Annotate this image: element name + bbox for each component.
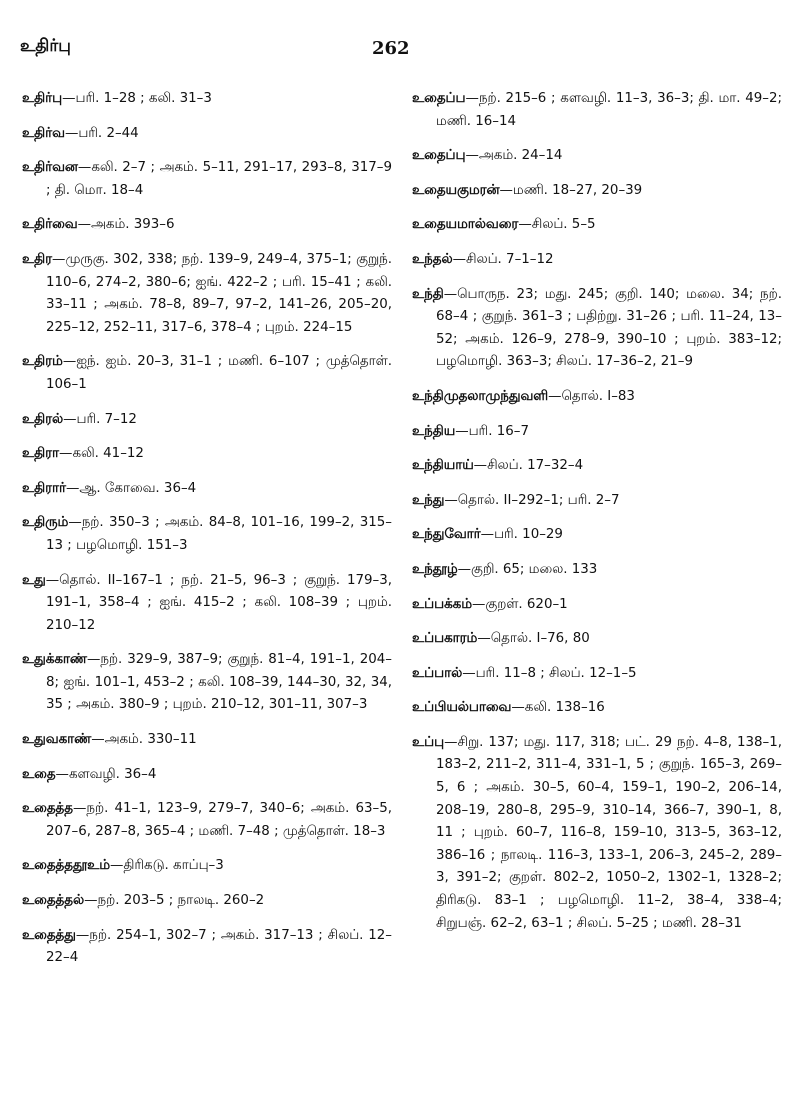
entry-headword: உதைத்து: [22, 927, 76, 943]
left-column: [22, 88, 392, 982]
entry-references: —தொல். II–167–1 ; நற். 21–5, 96–3 ; குறுந். 179–3, 191–1, 358–4 ; ஐங். 415–2 ; கலி. 108–39 ; புறம். 210–12: [45, 572, 392, 633]
entry-headword: உப்பியல்பாவை: [412, 700, 512, 716]
index-entry: [22, 649, 392, 717]
entry-headword: உதைப்ப: [412, 91, 466, 106]
entry-references: —பரி. 7–12: [63, 411, 137, 427]
entry-references: —அகம். 330–11: [91, 732, 197, 748]
entry-headword: உதுவகாண்: [22, 732, 92, 748]
index-entry: [22, 351, 392, 396]
running-head: உதிர்பு: [20, 36, 71, 56]
index-entry: [22, 157, 392, 202]
entry-references: —சிலப். 17–32–4: [473, 458, 584, 474]
entry-references: —நற். 203–5 ; நாலடி. 260–2: [84, 893, 265, 909]
entry-references: —நற். 329–9, 387–9; குறுந். 81–4, 191–1, 204–8; ஐங். 101–1, 453–2 ; கலி. 108–39, 144–30, 32, 34, 35 ; அகம். 380–9 ; புறம். 210–12, 301–11, 307–3: [46, 652, 392, 713]
entry-headword: உந்துவோர்: [412, 527, 481, 543]
entry-references: —ஆ. கோவை. 36–4: [66, 480, 197, 496]
index-entry: [412, 594, 782, 617]
entry-references: —பரி. 11–8 ; சிலப். 12–1–5: [462, 665, 637, 681]
entry-headword: உதிரல்: [22, 411, 64, 427]
entry-references: —அகம். 393–6: [77, 217, 175, 233]
index-entry: [412, 490, 782, 513]
entry-headword: உதிரா: [22, 446, 60, 462]
index-entry: [412, 455, 782, 478]
entry-references: —ஐந். ஐம். 20–3, 31–1 ; மணி. 6–107 ; முத்தொள். 106–1: [46, 354, 392, 392]
entry-references: —பரி. 1–28 ; கலி. 31–3: [62, 91, 212, 106]
entry-headword: உதைத்த: [22, 801, 73, 817]
entry-headword: உந்தல்: [412, 251, 453, 267]
index-entry: [22, 443, 392, 466]
index-entry: [22, 409, 392, 432]
index-entry: [22, 249, 392, 339]
index-entry: [22, 925, 392, 970]
entry-references: —தொல். I–83: [548, 388, 635, 404]
index-entry: [22, 729, 392, 752]
entry-references: —முருகு. 302, 338; நற். 139–9, 249–4, 375–1; குறுந். 110–6, 274–2, 380–6; ஐங். 422–2 ; பரி. 15–41 ; கலி. 33–11 ; அகம். 78–8, 89–7, 97–2, 141–26, 205–20, 225–12, 252–11, 317–6, 378–4 ; புறம். 224–15: [46, 251, 392, 335]
index-entry: [412, 145, 782, 168]
entry-headword: உதுக்காண்: [22, 652, 87, 668]
entry-headword: உந்தூழ்: [412, 561, 458, 577]
entry-references: —தொல். II–292–1; பரி. 2–7: [444, 492, 620, 508]
index-entry: [412, 697, 782, 720]
entry-references: —சிலப். 5–5: [518, 217, 596, 233]
entry-references: —திரிகடு. காப்பு–3: [110, 858, 224, 874]
entry-headword: உதை: [22, 766, 56, 782]
entry-headword: உப்பால்: [412, 665, 463, 681]
entry-references: —பரி. 16–7: [455, 423, 529, 439]
page-header: [0, 0, 800, 80]
index-entry: [412, 180, 782, 203]
index-entry: [22, 88, 392, 111]
index-entry: [412, 386, 782, 409]
entry-headword: உதிரார்: [22, 480, 67, 496]
entry-headword: உப்பகாரம்: [412, 631, 478, 647]
entry-references: —நற். 41–1, 123–9, 279–7, 340–6; அகம். 63–5, 207–6, 287–8, 365–4 ; மணி. 7–48 ; முத்தொள். 18–3: [46, 801, 392, 839]
entry-headword: உதிர்பு: [22, 91, 63, 106]
entry-headword: உதையகுமரன்: [412, 182, 500, 198]
entry-references: —சிறு. 137; மது. 117, 318; பட். 29 நற். 4–8, 138–1, 183–2, 211–2, 311–4, 331–1, 5 ; குறுந். 165–3, 269–5, 6 ; அகம். 30–5, 60–4, 159–1, 190–2, 206–14, 208–19, 280–8, 295–9, 310–14, 366–7, 390–1, 8, 11 ; புறம். 60–7, 116–8, 159–10, 313–5, 363–12, 386–16 ; நாலடி. 116–3, 133–1, 206–3, 245–2, 289–3, 391–2; குறள். 802–2, 1050–2, 1302–1, 1328–2; திரிகடு. 83–1 ; பழமொழி. 11–2, 38–4, 338–4; சிறுபஞ். 62–2, 63–1 ; சிலப். 5–25 ; மணி. 28–31: [436, 734, 782, 931]
index-entry: [22, 570, 392, 638]
entry-headword: உதைப்பு: [412, 148, 466, 164]
entry-headword: உது: [22, 572, 46, 588]
entry-references: —பரி. 10–29: [480, 527, 563, 543]
index-entry: [412, 249, 782, 272]
entry-references: —கலி. 41–12: [59, 446, 144, 462]
entry-references: —நற். 215–6 ; களவழி. 11–3, 36–3; தி. மா. 49–2; மணி. 16–14: [436, 91, 782, 129]
entry-references: —பரி. 2–44: [64, 125, 139, 141]
page-number: 262: [372, 38, 410, 59]
index-entry: [22, 478, 392, 501]
entry-headword: உதைத்ததூஉம்: [22, 858, 111, 874]
entry-references: —நற். 254–1, 302–7 ; அகம். 317–13 ; சிலப். 12–22–4: [46, 927, 392, 966]
index-entry: [22, 890, 392, 913]
entry-references: —களவழி. 36–4: [55, 766, 157, 782]
entry-references: —குறி. 65; மலை. 133: [457, 561, 598, 577]
entry-headword: உப்பக்கம்: [412, 596, 472, 612]
index-entry: [22, 764, 392, 787]
entry-headword: உந்திய: [412, 423, 456, 439]
entry-headword: உதையமால்வரை: [412, 217, 519, 233]
entry-references: —பொருந. 23; மது. 245; குறி. 140; மலை. 34; நற். 68–4 ; குறுந். 361–3 ; பதிற்று. 31–26 ; பரி. 11–24, 13–52; அகம். 126–9, 278–9, 390–10 ; புறம். 383–12; பழமொழி. 363–3; சிலப். 17–36–2, 21–9: [436, 286, 782, 370]
index-entry: [22, 214, 392, 237]
index-entry: [22, 798, 392, 843]
index-entry: [412, 559, 782, 582]
index-entry: [412, 628, 782, 651]
entry-references: —கலி. 138–16: [511, 700, 605, 716]
entry-references: —அகம். 24–14: [465, 148, 563, 164]
index-entry: [412, 524, 782, 547]
entry-headword: உதிர: [22, 251, 53, 267]
entry-references: —கலி. 2–7 ; அகம். 5–11, 291–17, 293–8, 317–9 ; தி. மொ. 18–4: [46, 160, 392, 198]
index-entry: [22, 123, 392, 146]
entry-headword: உதிர்வை: [22, 217, 78, 233]
entry-headword: உந்தி: [412, 286, 444, 302]
entry-headword: உந்தியாய்: [412, 458, 474, 474]
index-entry: [412, 732, 782, 935]
entry-references: —தொல். I–76, 80: [477, 631, 590, 647]
entry-headword: உந்து: [412, 492, 445, 508]
index-entry: [412, 88, 782, 133]
entry-headword: உதைத்தல்: [22, 893, 85, 909]
entry-headword: உந்திமுதலாமுந்துவளி: [412, 388, 549, 404]
index-entry: [412, 214, 782, 237]
entry-headword: உதிர்வ: [22, 125, 65, 141]
entry-headword: உதிரும்: [22, 515, 69, 531]
index-entry: [412, 284, 782, 374]
entry-headword: உதிரம்: [22, 354, 63, 370]
index-entry: [22, 512, 392, 557]
entry-headword: உப்பு: [412, 734, 445, 750]
index-entry: [412, 663, 782, 686]
entry-references: —நற். 350–3 ; அகம். 84–8, 101–16, 199–2, 315–13 ; பழமொழி. 151–3: [46, 515, 392, 553]
entry-headword: உதிர்வன: [22, 160, 78, 176]
index-entry: [412, 421, 782, 444]
entry-references: —குறள். 620–1: [471, 596, 568, 612]
entry-references: —சிலப். 7–1–12: [452, 251, 554, 267]
index-entry: [22, 855, 392, 878]
entry-references: —மணி. 18–27, 20–39: [499, 182, 643, 198]
right-column: [412, 88, 782, 947]
